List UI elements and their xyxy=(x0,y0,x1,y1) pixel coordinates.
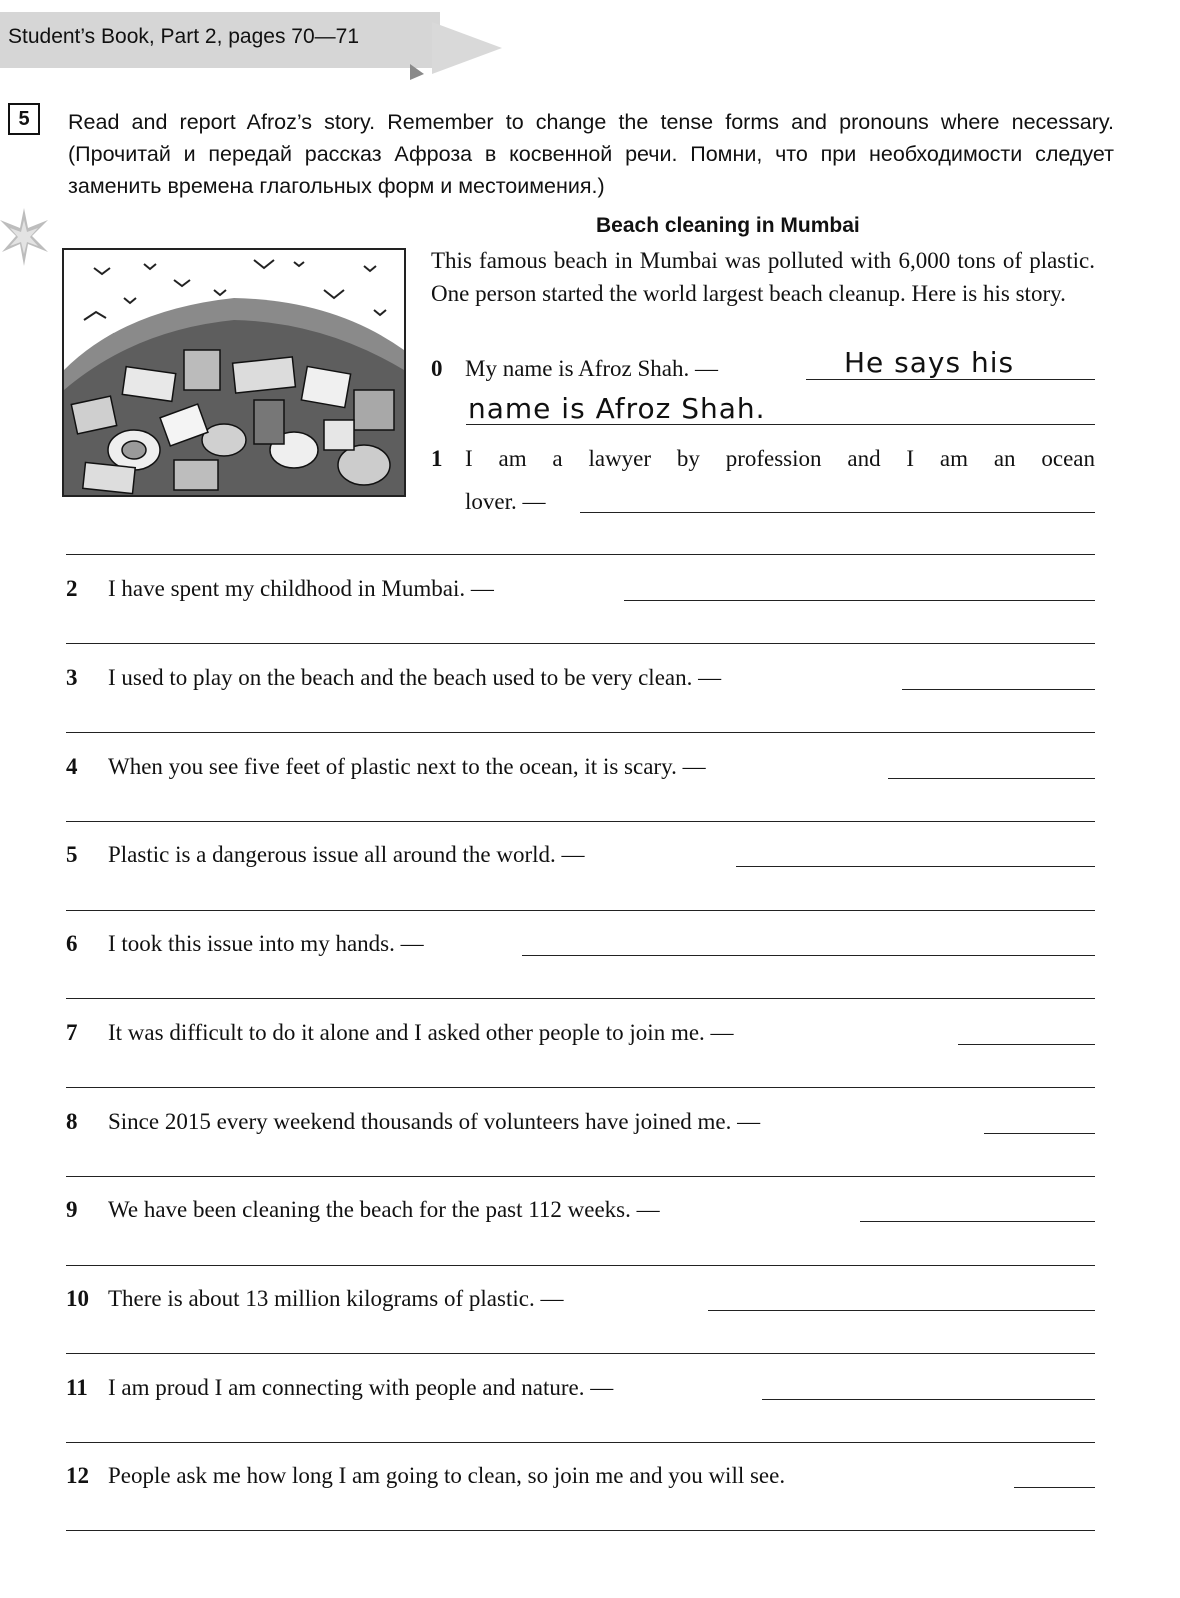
answer-line[interactable] xyxy=(66,1442,1095,1443)
answer-line[interactable] xyxy=(902,689,1095,690)
item-number: 0 xyxy=(431,356,443,381)
exercise-item xyxy=(66,1463,785,1489)
answer-line[interactable] xyxy=(66,821,1095,822)
exercise-item xyxy=(431,446,1095,472)
answer-line[interactable] xyxy=(66,1265,1095,1266)
answer-line[interactable] xyxy=(762,1399,1095,1400)
item-number: 2 xyxy=(66,576,78,601)
item-text: I took this issue into my hands. — xyxy=(108,931,424,956)
item-number: 3 xyxy=(66,665,78,690)
exercise-item xyxy=(66,665,721,691)
banner-tail-shape xyxy=(410,64,424,80)
answer-line[interactable] xyxy=(66,1530,1095,1531)
answer-line[interactable] xyxy=(860,1221,1095,1222)
answer-line[interactable] xyxy=(984,1133,1095,1134)
exercise-item xyxy=(66,1020,734,1046)
answer-line[interactable] xyxy=(66,732,1095,733)
answer-line[interactable] xyxy=(66,1176,1095,1177)
item-text: There is about 13 million kilograms of plastic. — xyxy=(108,1286,564,1311)
banner-arrow-shape xyxy=(432,22,502,74)
item-number: 12 xyxy=(66,1463,89,1488)
story-intro: This famous beach in Mumbai was polluted with 6,000 tons of plastic. One person started the world largest beach cleanup. Here is his story. xyxy=(431,248,1095,306)
answer-line[interactable] xyxy=(66,1353,1095,1354)
item-number: 1 xyxy=(431,446,443,471)
exercise-item xyxy=(66,1375,613,1401)
answer-line[interactable] xyxy=(66,910,1095,911)
item-text: It was difficult to do it alone and I asked other people to join me. — xyxy=(108,1020,734,1045)
item-text: I have spent my childhood in Mumbai. — xyxy=(108,576,494,601)
answer-line[interactable] xyxy=(736,866,1095,867)
answer-line[interactable] xyxy=(1014,1487,1095,1488)
answer-line[interactable] xyxy=(806,379,1095,380)
item-text: We have been cleaning the beach for the past 112 weeks. — xyxy=(108,1197,660,1222)
item-text: Plastic is a dangerous issue all around the world. — xyxy=(108,842,585,867)
item-number: 6 xyxy=(66,931,78,956)
item-number: 10 xyxy=(66,1286,89,1311)
answer-line[interactable] xyxy=(624,600,1095,601)
item-text: I used to play on the beach and the beach used to be very clean. — xyxy=(108,665,722,690)
example-item xyxy=(431,356,718,382)
item-text: People ask me how long I am going to clean, so join me and you will see. xyxy=(108,1463,786,1488)
book-reference: Student’s Book, Part 2, pages 70—71 xyxy=(8,25,360,48)
item-number: 8 xyxy=(66,1109,78,1134)
handwritten-answer: He says his xyxy=(844,346,1015,379)
exercise-item xyxy=(66,1286,563,1312)
answer-line[interactable] xyxy=(708,1310,1095,1311)
answer-line[interactable] xyxy=(66,1087,1095,1088)
exercise-item xyxy=(66,1197,660,1223)
star-icon xyxy=(0,206,50,268)
item-text: When you see five feet of plastic next to the ocean, it is scary. — xyxy=(108,754,706,779)
item-text: I am a lawyer by profession and I am an ocean xyxy=(465,446,1095,471)
task-instruction: Read and report Afroz’s story. Remember to change the tense forms and pronouns where necessary. (Прочитай и передай рассказ Афроза в косвенной речи. Помни, что при необходимости следует заменить времена глагольных форм и местоимения.) xyxy=(68,110,1114,198)
handwritten-answer: name is Afroz Shah. xyxy=(468,392,766,425)
answer-line[interactable] xyxy=(522,955,1095,956)
item-number: 11 xyxy=(66,1375,88,1400)
story-title: Beach cleaning in Mumbai xyxy=(596,214,860,237)
item-number: 5 xyxy=(66,842,78,867)
item-text: I am proud I am connecting with people and nature. — xyxy=(108,1375,614,1400)
exercise-item xyxy=(66,754,706,780)
answer-line[interactable] xyxy=(66,998,1095,999)
exercise-item xyxy=(66,931,424,957)
item-number: 4 xyxy=(66,754,78,779)
item-number: 9 xyxy=(66,1197,78,1222)
exercise-item xyxy=(66,842,585,868)
item-number: 7 xyxy=(66,1020,78,1045)
answer-line[interactable] xyxy=(958,1044,1095,1045)
item-text: Since 2015 every weekend thousands of volunteers have joined me. — xyxy=(108,1109,761,1134)
exercise-item xyxy=(66,1109,760,1135)
task-number-box: 5 xyxy=(8,103,40,135)
item-text: My name is Afroz Shah. — xyxy=(465,356,718,381)
answer-line[interactable] xyxy=(580,512,1095,513)
item-text-continuation: lover. — xyxy=(465,489,546,514)
exercise-item xyxy=(66,576,494,602)
plastic-pile-illustration xyxy=(62,248,406,497)
answer-line[interactable] xyxy=(66,554,1095,555)
answer-line[interactable] xyxy=(66,643,1095,644)
answer-line[interactable] xyxy=(888,778,1095,779)
